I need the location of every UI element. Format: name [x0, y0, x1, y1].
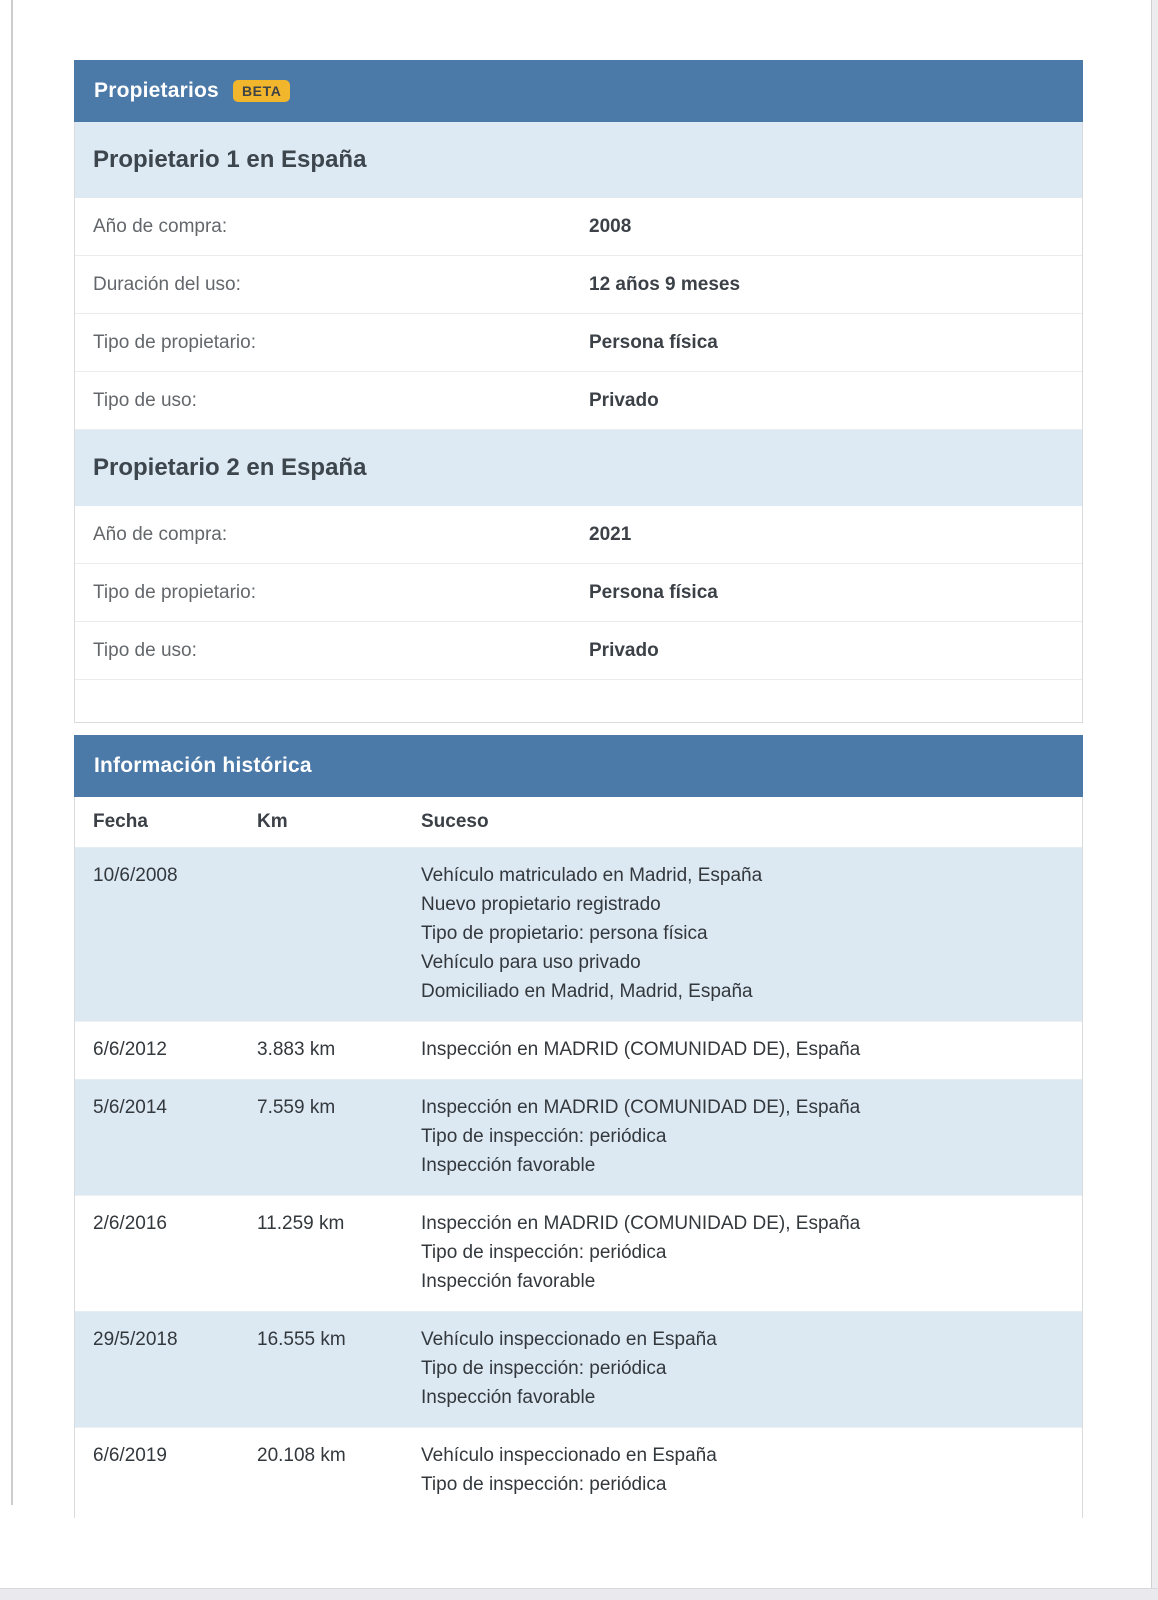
history-table-row [75, 1021, 1082, 1079]
history-table-row [75, 1195, 1082, 1311]
history-card-header [74, 735, 1083, 797]
owner-row-label: Duración del uso: [93, 273, 241, 295]
history-event-line: Nuevo propietario registrado [421, 894, 661, 915]
history-table-row [75, 1427, 1082, 1514]
owner-row [75, 198, 1082, 256]
owner-section [75, 122, 1082, 430]
owner-row-value: Persona física [589, 331, 718, 353]
history-event-line: Inspección favorable [421, 1271, 596, 1292]
owner-row-value: 12 años 9 meses [589, 273, 741, 295]
owner-row-value: 2021 [589, 523, 632, 545]
history-km-cell: 20.108 km [257, 1445, 346, 1466]
owner-row [75, 256, 1082, 314]
history-column-suceso: Suceso [421, 811, 489, 832]
history-card-title: Información histórica [94, 754, 312, 777]
history-event-line: Tipo de inspección: periódica [421, 1474, 667, 1495]
owner-row [75, 372, 1082, 430]
history-date-cell: 5/6/2014 [93, 1097, 167, 1118]
owner-row [75, 622, 1082, 680]
history-event-line: Vehículo matriculado en Madrid, España [421, 865, 763, 886]
history-events-cell [421, 1035, 1064, 1064]
owner-row-label: Tipo de propietario: [93, 331, 257, 353]
history-events-cell [421, 1441, 1064, 1499]
history-events-cell [421, 1093, 1064, 1180]
owner-section [75, 430, 1082, 680]
history-km-cell: 16.555 km [257, 1329, 346, 1350]
owners-card-header [74, 60, 1083, 122]
history-events-cell [421, 1325, 1064, 1412]
history-event-line: Tipo de propietario: persona física [421, 923, 708, 944]
history-date-cell: 29/5/2018 [93, 1329, 178, 1350]
history-event-line: Inspección en MADRID (COMUNIDAD DE), España [421, 1213, 861, 1234]
history-events-cell [421, 861, 1064, 1006]
history-table-row [75, 1311, 1082, 1427]
history-table-row [75, 1079, 1082, 1195]
page-bottom-edge [0, 1588, 1158, 1600]
owner-row-value: Privado [589, 389, 659, 411]
owner-row-label: Año de compra: [93, 523, 228, 545]
owner-section-heading: Propietario 2 en España [75, 430, 1082, 506]
history-table-body [75, 847, 1082, 1514]
history-date-cell: 6/6/2019 [93, 1445, 167, 1466]
history-date-cell: 6/6/2012 [93, 1039, 167, 1060]
history-km-cell: 11.259 km [257, 1213, 345, 1234]
history-event-line: Tipo de inspección: periódica [421, 1242, 667, 1263]
owners-card [74, 60, 1083, 723]
history-card [74, 735, 1083, 1518]
owners-card-footer-space [75, 680, 1082, 722]
owner-row [75, 314, 1082, 372]
owners-card-title: Propietarios [94, 79, 219, 102]
history-column-fecha: Fecha [93, 811, 148, 832]
owner-row-label: Año de compra: [93, 215, 228, 237]
history-event-line: Inspección favorable [421, 1387, 596, 1408]
owner-rows [75, 506, 1082, 680]
owners-sections [75, 122, 1082, 680]
beta-badge: BETA [233, 80, 290, 102]
history-events-cell [421, 1209, 1064, 1296]
owner-row-value: Privado [589, 639, 659, 661]
history-event-line: Vehículo inspeccionado en España [421, 1329, 717, 1350]
owner-section-heading: Propietario 1 en España [75, 122, 1082, 198]
history-event-line: Inspección en MADRID (COMUNIDAD DE), España [421, 1097, 861, 1118]
page-left-edge-line [11, 0, 13, 1505]
owner-row [75, 506, 1082, 564]
history-table-header-row [75, 797, 1082, 847]
history-date-cell: 2/6/2016 [93, 1213, 167, 1234]
owner-row-label: Tipo de propietario: [93, 581, 257, 603]
history-date-cell: 10/6/2008 [93, 865, 178, 886]
history-km-cell: 3.883 km [257, 1039, 336, 1060]
history-table-row [75, 847, 1082, 1021]
history-event-line: Tipo de inspección: periódica [421, 1126, 667, 1147]
history-event-line: Vehículo inspeccionado en España [421, 1445, 717, 1466]
owner-rows [75, 198, 1082, 430]
owner-row-value: 2008 [589, 215, 632, 237]
vehicle-history-report [74, 60, 1083, 1518]
owner-row-label: Tipo de uso: [93, 389, 197, 411]
page-right-edge-strip [1151, 0, 1158, 1600]
history-event-line: Inspección favorable [421, 1155, 596, 1176]
history-event-line: Domiciliado en Madrid, Madrid, España [421, 981, 753, 1002]
history-event-line: Inspección en MADRID (COMUNIDAD DE), España [421, 1039, 861, 1060]
owner-row-label: Tipo de uso: [93, 639, 197, 661]
history-km-cell: 7.559 km [257, 1097, 336, 1118]
owner-row-value: Persona física [589, 581, 718, 603]
history-event-line: Tipo de inspección: periódica [421, 1358, 667, 1379]
owner-row [75, 564, 1082, 622]
history-event-line: Vehículo para uso privado [421, 952, 641, 973]
history-column-km: Km [257, 811, 288, 832]
